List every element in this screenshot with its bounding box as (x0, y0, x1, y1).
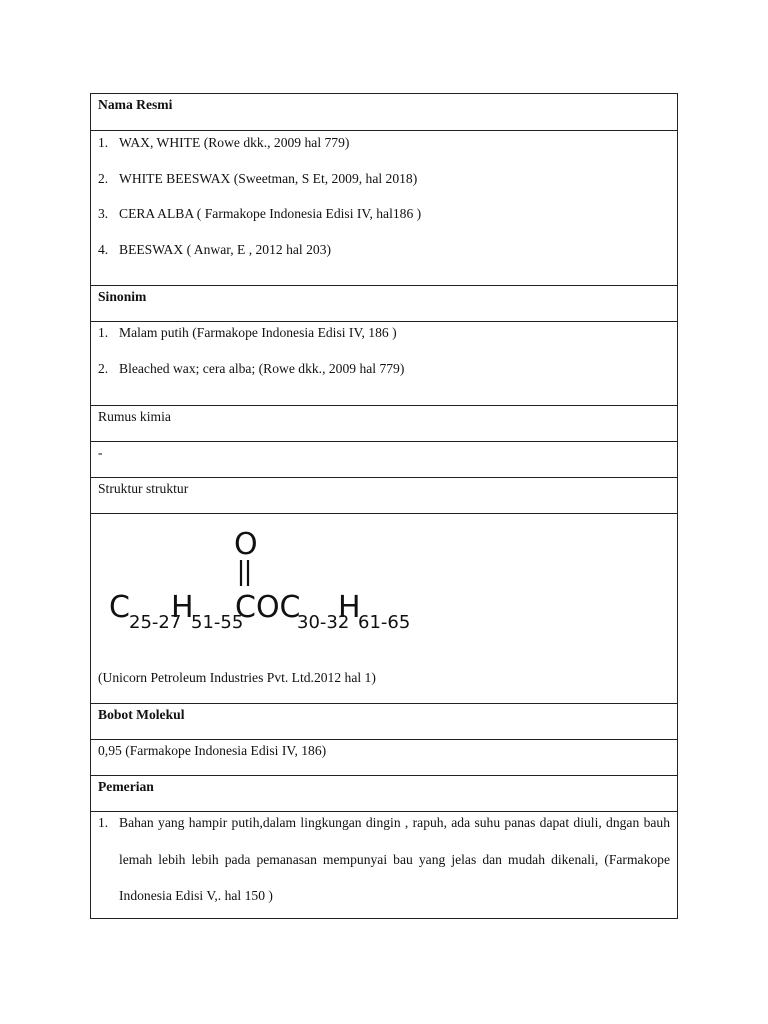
struktur-source: (Unicorn Petroleum Industries Pvt. Ltd.2012 hal 1) (98, 670, 376, 685)
chemical-structure-image (105, 518, 411, 636)
struktur-cell (91, 513, 677, 703)
formula-h2: H (338, 590, 361, 625)
rumus-kimia-value: - (91, 441, 677, 477)
list-item: 2. Bleached wax; cera alba; (Rowe dkk., 2009 hal 779) (98, 360, 405, 376)
formula-h1: H (171, 590, 194, 625)
formula-h1-subscript: 51-55 (191, 612, 244, 633)
list-item: 3. CERA ALBA ( Farmakope Indonesia Edisi IV, hal186 ) (98, 206, 422, 221)
oxygen-atom: O (234, 527, 258, 562)
pemerian-list (91, 811, 677, 918)
formula-c1: C (109, 590, 130, 625)
list-item: 1. WAX, WHITE (Rowe dkk., 2009 hal 779) (98, 135, 350, 150)
formula-h2-subscript: 61-65 (358, 612, 411, 633)
nama-resmi-list (91, 130, 677, 285)
sinonim-list (91, 321, 677, 405)
list-item: 1. Bahan yang hampir putih,dalam lingkungan dingin , rapuh, ada suhu panas dapat diuli, dngan bauh lemah lebih lebih pada pemanasan mempunyai bau yang jelas dan mudah dikenali, (Farmakope Indonesia Edisi V,. hal 150 ) (98, 815, 670, 903)
formula-c1-subscript: 25-27 (129, 612, 182, 633)
formula-coc-subscript: 30-32 (297, 612, 350, 633)
list-item: 2. WHITE BEESWAX (Sweetman, S Et, 2009, hal 2018) (98, 170, 418, 186)
monograph-table (90, 93, 678, 919)
section-header-sinonim: Sinonim (91, 285, 677, 321)
section-header-rumus-kimia: Rumus kimia (91, 405, 677, 441)
bobot-molekul-value: 0,95 (Farmakope Indonesia Edisi IV, 186) (91, 739, 677, 775)
formula-coc: COC (235, 590, 301, 625)
list-item: 1. Malam putih (Farmakope Indonesia Edisi IV, 186 ) (98, 325, 397, 340)
section-header-nama-resmi: Nama Resmi (98, 97, 173, 112)
list-item: 4. BEESWAX ( Anwar, E , 2012 hal 203) (98, 241, 332, 257)
section-header-bobot-molekul: Bobot Molekul (91, 703, 677, 739)
section-header-pemerian: Pemerian (91, 775, 677, 811)
border-gap (485, 514, 673, 515)
section-header-struktur: Struktur struktur (91, 477, 677, 513)
